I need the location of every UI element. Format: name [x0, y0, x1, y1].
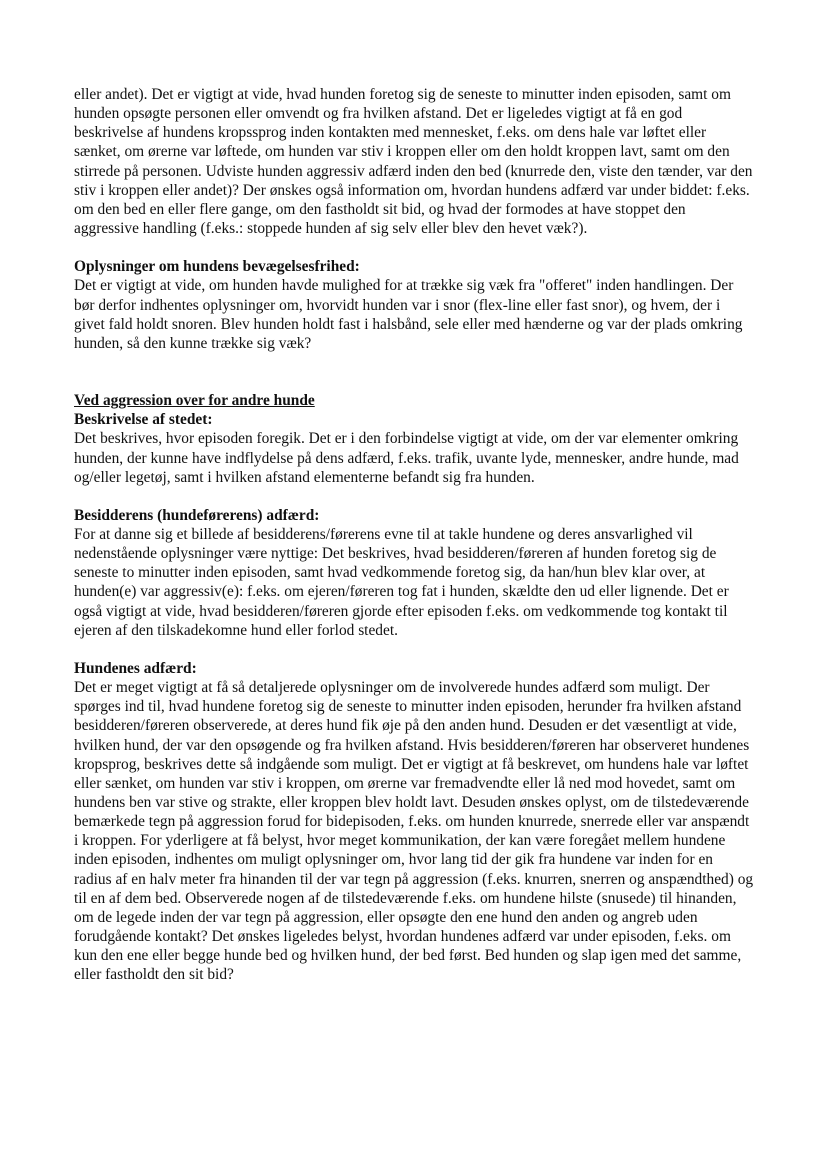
dogs-paragraph: Det er meget vigtigt at få så detaljerede oplysninger om de involverede hundes adfærd som muligt. Der spørges ind til, hvad hundene foretog sig de seneste to minutter inden episoden, herunder fra hvilken afstand besidderen/føreren observerede, at deres hund fik øje på den anden hund. Desuden er det væsentligt at vide, hvilken hund, der var den opsøgende og fra hvilken afstand. Hvis besidderen/føreren har observeret hundenes kropsprog, beskrives dette så indgående som muligt. Det er vigtigt at få beskrevet, om hundens hale var løftet eller sænket, om hunden var stiv i kroppen, om ørerne var fremadvendte eller lå ned mod hovedet, samt om hundens ben var stive og strakte, eller kroppen blev holdt lavt. Desuden ønskes oplyst, om de tilstedeværende bemærkede tegn på aggression forud for bidepisoden, f.eks. om hunden knurrede, snerrede eller var anspændt i kroppen. For yderligere at få belyst, hvor meget kommunikation, der kan være foregået mellem hundene inden episoden, indhentes om muligt oplysninger om, hvor lang tid der gik fra hundene var inden for en radius af en halv meter fra hinanden til der var tegn på aggression (f.eks. knurren, snerren og anspændthed) og til en af dem bed. Observerede nogen af de tilstedeværende f.eks. om hundene hilste (snusede) til hinanden, om de legede inden der var tegn på aggression, eller opsøgte den ene hund den anden og angreb uden forudgående kontakt? Det ønskes ligeledes belyst, hvordan hundenes adfærd var under episoden, f.eks. om kun den ene eller begge hunde bed og hvilken hund, der bed først. Bed hunden og slap igen med det samme, eller fastholdt den sit bid?: [74, 679, 754, 984]
owner-heading: Besidderens (hundeførerens) adfærd:: [74, 506, 320, 524]
document-page: [74, 85, 754, 985]
dogs-heading: Hundenes adfærd:: [74, 659, 197, 677]
place-paragraph: Det beskrives, hvor episoden foregik. Det er i den forbindelse vigtigt at vide, om der var elementer omkring hunden, der kunne have indflydelse på dens adfærd, f.eks. trafik, uvante lyde, mennesker, andre hunde, mad og/eller legetøj, samt i hvilken afstand elementerne befandt sig fra hunden.: [74, 430, 739, 486]
movement-heading: Oplysninger om hundens bevægelsesfrihed:: [74, 258, 360, 276]
place-heading: Beskrivelse af stedet:: [74, 411, 213, 429]
owner-paragraph: For at danne sig et billede af besidderens/førerens evne til at takle hundene og deres ansvarlighed vil nedenstående oplysninger være nyttige: Det beskrives, hvad besidderen/føreren af hunden foretog sig de seneste to minutter inden episoden, samt hvad vedkommende foretog sig, da han/hun blev klar over, at hunden(e) var aggressiv(e): f.eks. om ejeren/føreren tog fat i hunden, skældte den ud eller lignende. Det er også vigtigt at vide, hvad besidderen/føreren gjorde efter episoden f.eks. om vedkommende tog kontakt til ejeren af den tilskadekomne hund eller forlod stedet.: [74, 525, 729, 639]
section-title-dog-aggression: Ved aggression over for andre hunde: [74, 392, 315, 410]
movement-paragraph: Det er vigtigt at vide, om hunden havde mulighed for at trække sig væk fra "offeret" inden handlingen. Der bør derfor indhentes oplysninger om, hvorvidt hunden var i snor (flex-line eller fast snor), og hvem, der i givet fald holdt snoren. Blev hunden holdt fast i halsbånd, sele eller med hænderne og var der plads omkring hunden, så den kunne trække sig væk?: [74, 277, 743, 352]
intro-paragraph: eller andet). Det er vigtigt at vide, hvad hunden foretog sig de seneste to minutter inden episoden, samt om hunden opsøgte personen eller omvendt og fra hvilken afstand. Det er ligeledes vigtigt at få en god beskrivelse af hundens kropssprog inden kontakten med mennesket, f.eks. om dens hale var løftet eller sænket, om ørerne var løftede, om hunden var stiv i kroppen eller om den holdt kroppen lavt, samt om den stirrede på personen. Udviste hunden aggressiv adfærd inden den bed (knurrede den, viste den tænder, var den stiv i kroppen eller andet)? Der ønskes også information om, hvordan hundens adfærd var under biddet: f.eks. om den bed en eller flere gange, om den fastholdt sit bid, og hvad der formodes at have stoppet den aggressive handling (f.eks.: stoppede hunden af sig selv eller blev den hevet væk?).: [74, 86, 753, 238]
